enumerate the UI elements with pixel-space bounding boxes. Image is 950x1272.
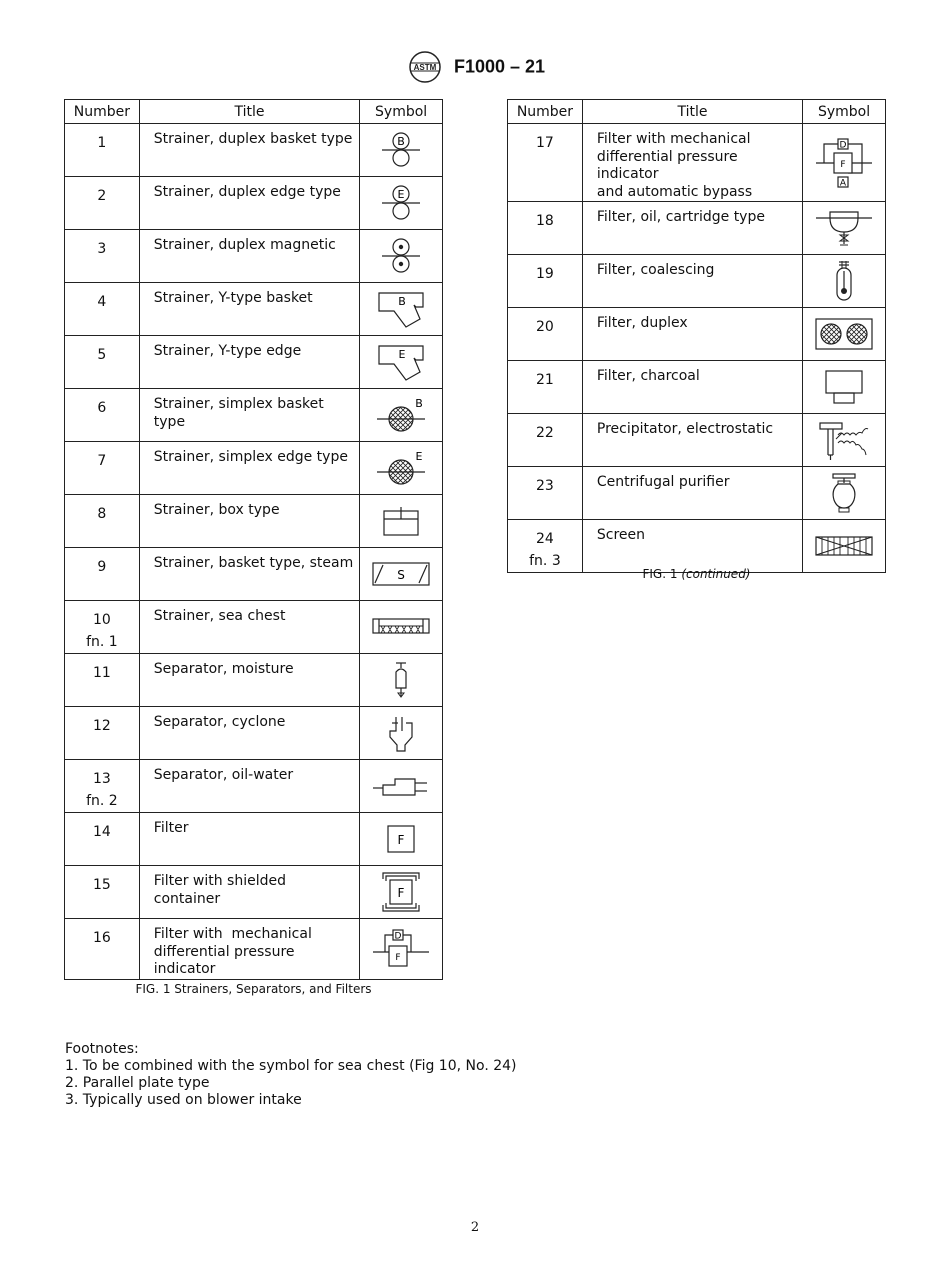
svg-text:B: B [397,135,405,148]
row-title: Filter, duplex [582,308,802,361]
row-title: Filter, coalescing [582,255,802,308]
row-number: 14 [65,813,140,866]
row-title: Strainer, box type [139,495,359,548]
row-number: 4 [65,283,140,336]
strainer-y-edge-icon [376,342,426,382]
strainer-steam-icon [371,559,431,589]
row-number: 19 [508,255,583,308]
strainer-duplex-magnetic-icon [378,236,424,276]
table-row [508,124,886,202]
footnote-item: 3. Typically used on blower intake [65,1092,302,1108]
row-number: 1 [65,124,140,177]
row-title: Strainer, simplex basket type [139,389,359,442]
strainer-y-basket-icon [376,289,426,329]
svg-text:ASTM: ASTM [413,63,437,72]
filter-icon [386,824,416,854]
row-title: Filter, charcoal [582,361,802,414]
row-title-line: and automatic bypass [596,183,753,200]
separator-cyclone-icon [386,713,416,753]
row-footnote: fn. 1 [86,634,118,650]
figure-caption: FIG. 1 Strainers, Separators, and Filters [135,982,372,996]
row-title: Strainer, duplex magnetic [139,230,359,283]
table-row [65,866,443,919]
row-number: 3 [65,230,140,283]
row-footnote: fn. 2 [86,793,118,809]
row-number: 11 [65,654,140,707]
row-number: 5 [65,336,140,389]
filter-shielded-icon [381,871,421,913]
svg-text:B: B [398,295,406,308]
row-title: Centrifugal purifier [582,467,802,520]
row-number: 2 [65,177,140,230]
row-title: Strainer, simplex edge type [139,442,359,495]
table-row [65,813,443,866]
filter-oil-cartridge-icon [814,208,874,248]
column-header-symbol: Symbol [803,100,886,124]
centrifugal-purifier-icon [826,472,862,514]
row-title: Strainer, Y-type basket [139,283,359,336]
svg-text:F: F [397,886,405,900]
sea-chest-icon [371,617,431,637]
svg-text:F: F [395,952,401,963]
svg-text:E: E [397,188,405,201]
row-title: Filter, oil, cartridge type [582,202,802,255]
row-title: Strainer, basket type, steam [139,548,359,601]
svg-text:F: F [397,833,405,847]
row-title-line: Filter with mechanical [153,926,312,942]
row-number: 17 [508,124,583,202]
column-header-title: Title [582,100,802,124]
page-number: 2 [470,1220,480,1235]
svg-text:A: A [839,178,847,188]
svg-text:B: B [415,397,423,410]
table-row [65,601,443,654]
strainer-duplex-edge-icon [378,183,424,223]
figure-caption-continued [507,567,886,581]
row-title: Strainer, duplex edge type [139,177,359,230]
table-row [508,361,886,414]
table-row [65,548,443,601]
row-number: 10 [92,612,111,628]
symbols-table-right [507,99,886,573]
caption-suffix: (continued) [681,567,751,581]
table-row [65,495,443,548]
page-header [0,50,950,84]
row-number: 7 [65,442,140,495]
row-footnote: fn. 3 [529,553,561,569]
table-row [508,414,886,467]
row-number: 15 [65,866,140,919]
svg-text:D: D [394,931,402,942]
strainer-simplex-basket-icon [373,395,429,435]
filter-dp-indicator-icon [371,928,431,970]
symbols-table-left [64,99,443,980]
row-number: 8 [65,495,140,548]
precipitator-electrostatic-icon [816,419,872,461]
row-title: Filter [139,813,359,866]
table-row [65,760,443,813]
row-number: 20 [508,308,583,361]
row-title-line: differential pressure indicator [153,943,295,977]
footnote-item: 1. To be combined with the symbol for sea chest (Fig 10, No. 24) [65,1058,517,1074]
svg-text:F: F [840,159,846,170]
strainer-simplex-edge-icon [373,448,429,488]
table-row [65,124,443,177]
row-title: Separator, cyclone [139,707,359,760]
row-number: 21 [508,361,583,414]
table-row [65,230,443,283]
table-row [508,202,886,255]
table-row [65,919,443,980]
filter-dp-bypass-icon [814,137,874,189]
table-row [65,654,443,707]
column-header-title: Title [139,100,359,124]
row-title: Separator, oil-water [139,760,359,813]
row-number: 6 [65,389,140,442]
row-number: 16 [65,919,140,980]
row-number: 13 [92,771,111,787]
row-number: 12 [65,707,140,760]
column-header-number: Number [65,100,140,124]
strainer-box-icon [378,501,424,541]
column-header-number: Number [508,100,583,124]
row-title: Precipitator, electrostatic [582,414,802,467]
row-number: 23 [508,467,583,520]
caption-prefix: FIG. 1 [642,567,678,581]
footnote-item: 2. Parallel plate type [65,1075,210,1091]
row-title: Filter with shielded container [139,866,359,919]
svg-text:E: E [398,348,406,361]
row-title-line: differential pressure indicator [596,148,738,182]
table-row [508,308,886,361]
strainer-duplex-basket-icon [378,130,424,170]
table-row [65,336,443,389]
document-designation: F1000 – 21 [453,56,546,77]
footnotes [65,1041,517,1109]
row-title: Strainer, Y-type edge [139,336,359,389]
row-number: 9 [65,548,140,601]
filter-coalescing-icon [829,259,859,303]
table-row [65,707,443,760]
table-row [508,255,886,308]
separator-oil-water-icon [371,771,431,801]
table-header-row [508,100,886,124]
footnotes-heading: Footnotes: [65,1041,139,1057]
column-header-symbol: Symbol [360,100,443,124]
row-number: 22 [508,414,583,467]
footnotes-list [65,1058,517,1109]
table-row [65,389,443,442]
table-row [508,467,886,520]
filter-charcoal-icon [822,369,866,405]
svg-text:S: S [397,568,405,582]
svg-text:E: E [415,450,423,463]
table-row [508,520,886,573]
table-row [65,442,443,495]
table-row [65,283,443,336]
row-title: Screen [582,520,802,573]
row-title: Strainer, sea chest [139,601,359,654]
row-number: 24 [536,531,554,547]
row-title: Separator, moisture [139,654,359,707]
astm-logo-icon [405,50,445,84]
table-header-row [65,100,443,124]
row-number: 18 [508,202,583,255]
filter-duplex-icon [814,317,874,351]
screen-icon [814,535,874,557]
svg-text:D: D [839,140,847,150]
separator-moisture-icon [386,660,416,700]
table-row [65,177,443,230]
row-title: Strainer, duplex basket type [139,124,359,177]
row-title-line: Filter with mechanical [596,131,751,147]
